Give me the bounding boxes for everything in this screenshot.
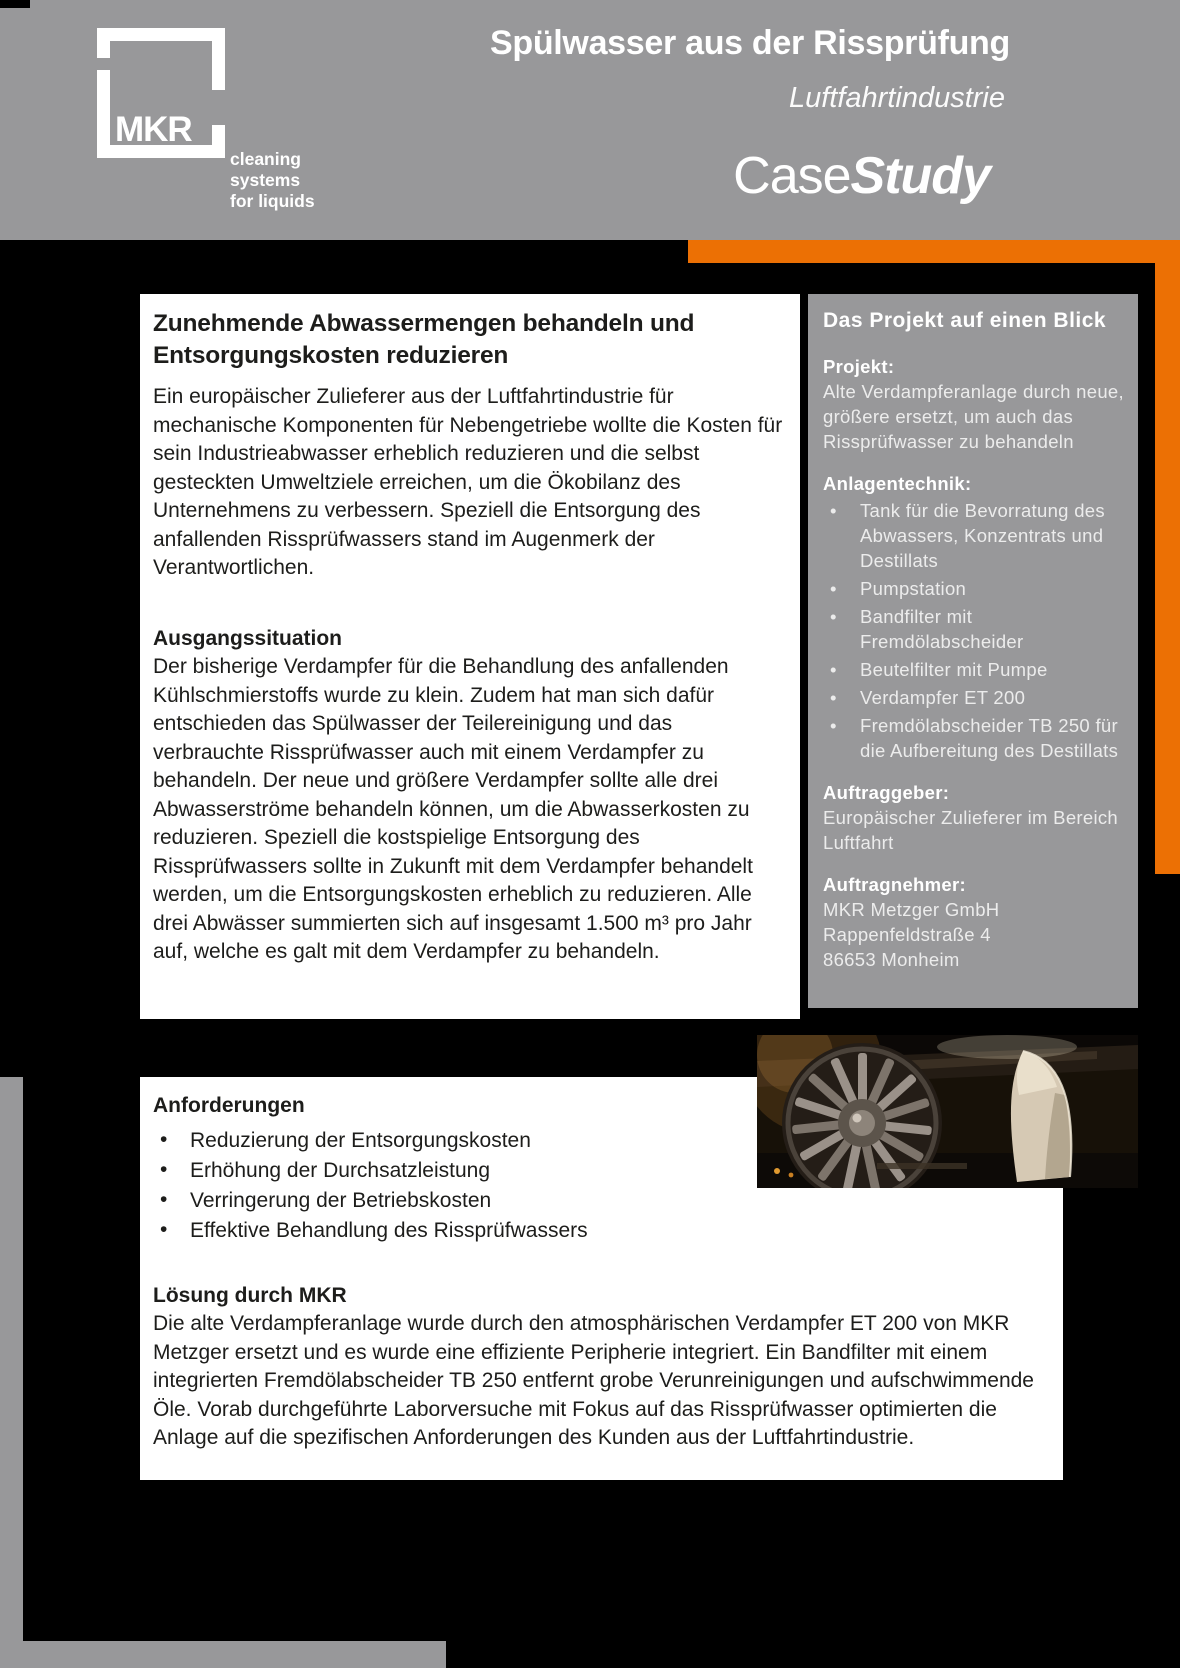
project-sidebar <box>808 294 1138 1008</box>
projekt-label: Projekt: <box>823 356 895 377</box>
auftragnehmer-label: Auftragnehmer: <box>823 874 966 895</box>
loesung-heading: Lösung durch MKR <box>153 1283 347 1307</box>
list-item: • Tank für die Bevorratung des Abwassers, Konzentrats und Destillats <box>823 498 1126 573</box>
ausgangssituation-paragraph: Der bisherige Verdampfer für die Behandlung des anfallenden Kühlschmierstoffs wurde zu klein. Zudem hat man sich dafür entschieden das Spülwasser der Teilereinigung und das verbrauchte Rissprüfwasser auch mit einem Verdampfer zu behandeln. Der neue und größere Verdampfer sollte alle drei Abwasserströme behandeln können, um die Abwasserkosten zu reduzieren. Speziell die kostspielige Entsorgung des Rissprüfwassers sollte in Zukunft mit dem Verdampfer behandelt werden, um die Entsorgungskosten erheblich zu reduzieren. Alle drei Abwässer summierten sich auf insgesamt 1.500 m³ pro Jahr auf, welche es galt mit dem Verdampfer zu behandeln. <box>153 655 753 963</box>
sidebar-title: Das Projekt auf einen Blick <box>823 309 1107 332</box>
list-item: • Beutelfilter mit Pumpe <box>823 657 1126 682</box>
tagline-line: for liquids <box>230 191 315 211</box>
auftragnehmer-line: 86653 Monheim <box>823 949 960 970</box>
left-gray-strip <box>0 1077 23 1668</box>
intro-paragraph: Ein europäischer Zulieferer aus der Luftfahrtindustrie für mechanische Komponenten für Nebengetriebe wollte die Kosten für sein Industrieabwasser erheblich reduzieren und die selbst gesteckten Umweltziele erreichen, um die Ökobilanz des Unternehmens zu verbessern. Speziell die Entsorgung des anfallenden Rissprüfwassers stand im Augenmerk der Verantwortlichen. <box>153 385 783 579</box>
logo-tagline <box>230 149 315 212</box>
projekt-text: Alte Verdampferanlage durch neue, größere ersetzt, um auch das Rissprüfwasser zu behandeln <box>823 381 1124 452</box>
list-item: • Effektive Behandlung des Rissprüfwassers <box>153 1216 1047 1246</box>
casestudy-bold: Study <box>850 147 990 205</box>
anlagentechnik-list <box>823 498 1126 763</box>
list-item: • Fremdölabscheider TB 250 für die Aufbereitung des Destillats <box>823 713 1126 763</box>
list-item: • Pumpstation <box>823 576 1126 601</box>
auftraggeber-text: Europäischer Zulieferer im Bereich Luftfahrt <box>823 807 1119 853</box>
anlagentechnik-label: Anlagentechnik: <box>823 473 972 494</box>
industry-subtitle: Luftfahrtindustrie <box>788 82 1005 114</box>
casestudy-wordmark <box>733 146 990 206</box>
tagline-line: cleaning <box>230 149 301 169</box>
auftraggeber-label: Auftraggeber: <box>823 782 950 803</box>
anforderungen-heading: Anforderungen <box>153 1094 305 1117</box>
list-item: • Reduzierung der Entsorgungskosten <box>153 1126 1047 1156</box>
list-item: • Erhöhung der Durchsatzleistung <box>153 1156 1047 1186</box>
casestudy-regular: Case <box>733 147 851 205</box>
mkr-logo-text: MKR <box>115 110 192 149</box>
loesung-paragraph: Die alte Verdampferanlage wurde durch den atmosphärischen Verdampfer ET 200 von MKR Metzger ersetzt und es wurde eine effiziente Peripherie integriert. Ein Bandfilter mit einem integrierten Fremdölabscheider TB 250 entfernt grobe Verunreinigungen und aufschwimmende Öle. Vorab durchgeführte Laborversuche mit Fokus auf das Rissprüfwasser optimierten die Anlage auf die spezifischen Anforderungen des Kunden aus der Luftfahrtindustrie. <box>153 1312 1034 1449</box>
auftragnehmer-line: MKR Metzger GmbH <box>823 899 1000 920</box>
orange-accent-strip <box>688 240 1180 263</box>
list-item: • Verdampfer ET 200 <box>823 685 1126 710</box>
ausgangssituation-heading: Ausgangssituation <box>153 626 343 650</box>
auftragnehmer-line: Rappenfeldstraße 4 <box>823 924 991 945</box>
list-item: • Bandfilter mit Fremdölabscheider <box>823 604 1126 654</box>
content-box-problem <box>140 294 800 1019</box>
header-band <box>0 0 1180 240</box>
jet-engine-photo <box>757 1035 1138 1188</box>
tagline-line: systems <box>230 170 301 190</box>
document-title: Spülwasser aus der Rissprüfung <box>489 24 1010 62</box>
main-heading: Zunehmende Abwassermengen behandeln und Entsorgungskosten reduzieren <box>153 310 695 369</box>
list-item: • Verringerung der Betriebskosten <box>153 1186 1047 1216</box>
corner-notch <box>0 0 30 8</box>
bottom-gray-band <box>0 1641 446 1668</box>
mkr-logo-icon <box>97 20 225 162</box>
orange-accent-bar <box>1155 240 1180 874</box>
